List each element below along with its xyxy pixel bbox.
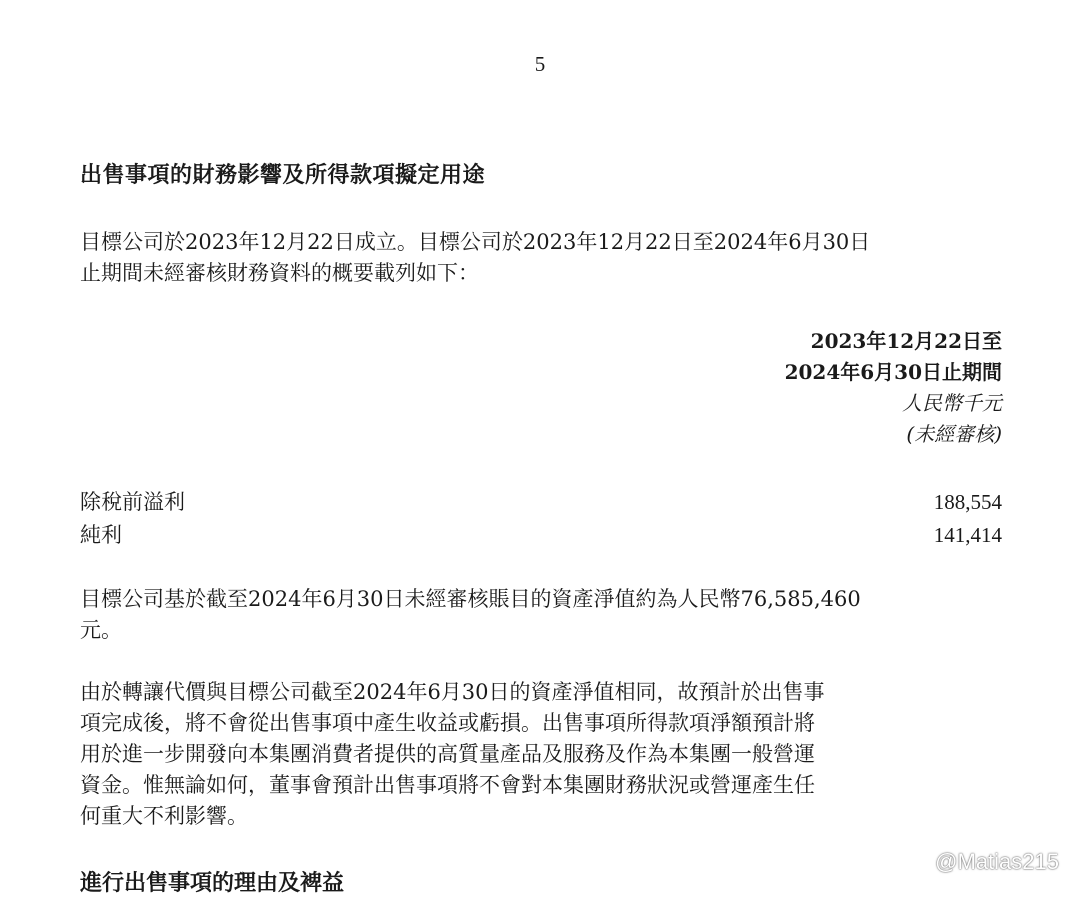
intro-paragraph — [80, 227, 1005, 289]
paragraph-line: 用於進一步開發向本集團消費者提供的高質量產品及服務及作為本集團一般營運 — [80, 742, 815, 766]
next-section-heading: 進行出售事項的理由及裨益 — [80, 870, 345, 896]
proceeds-paragraph — [80, 677, 1005, 832]
row-value: 188,554 — [933, 490, 1002, 514]
watermark-text: @Matias215 — [935, 849, 1059, 874]
row-value: 141,414 — [933, 523, 1002, 547]
table-column-header — [785, 326, 1002, 450]
period-line-2: 2024年6月30日止期間 — [784, 360, 1002, 384]
paragraph-line: 目標公司基於截至2024年6月30日未經審核賬目的資產淨值約為人民幣76,585,460 — [80, 587, 861, 611]
net-asset-paragraph — [80, 584, 1005, 646]
audit-status: (未經審核) — [906, 422, 1002, 446]
watermark — [905, 849, 1059, 875]
paragraph-line: 項完成後，將不會從出售事項中產生收益或虧損。出售事項所得款項淨額預計將 — [80, 711, 815, 735]
paragraph-line: 元。 — [80, 618, 122, 642]
table-row — [80, 487, 1002, 518]
paragraph-line: 目標公司於2023年12月22日成立。目標公司於2023年12月22日至2024年6月30日 — [80, 230, 871, 254]
row-label: 除稅前溢利 — [80, 490, 185, 514]
page-number: 5 — [534, 52, 546, 76]
currency-unit: 人民幣千元 — [902, 391, 1002, 415]
period-line-1: 2023年12月22日至 — [810, 329, 1002, 353]
paragraph-line: 止期間未經審核財務資料的概要載列如下： — [80, 261, 479, 285]
paragraph-line: 資金。惟無論如何，董事會預計出售事項將不會對本集團財務狀況或營運產生任 — [80, 773, 815, 797]
weibo-logo-icon — [905, 851, 931, 873]
row-label: 純利 — [80, 523, 122, 547]
paragraph-line: 由於轉讓代價與目標公司截至2024年6月30日的資產淨值相同，故預計於出售事 — [80, 680, 825, 704]
table-row — [80, 520, 1002, 551]
paragraph-line: 何重大不利影響。 — [80, 804, 248, 828]
section-title: 出售事項的財務影響及所得款項擬定用途 — [80, 162, 486, 188]
